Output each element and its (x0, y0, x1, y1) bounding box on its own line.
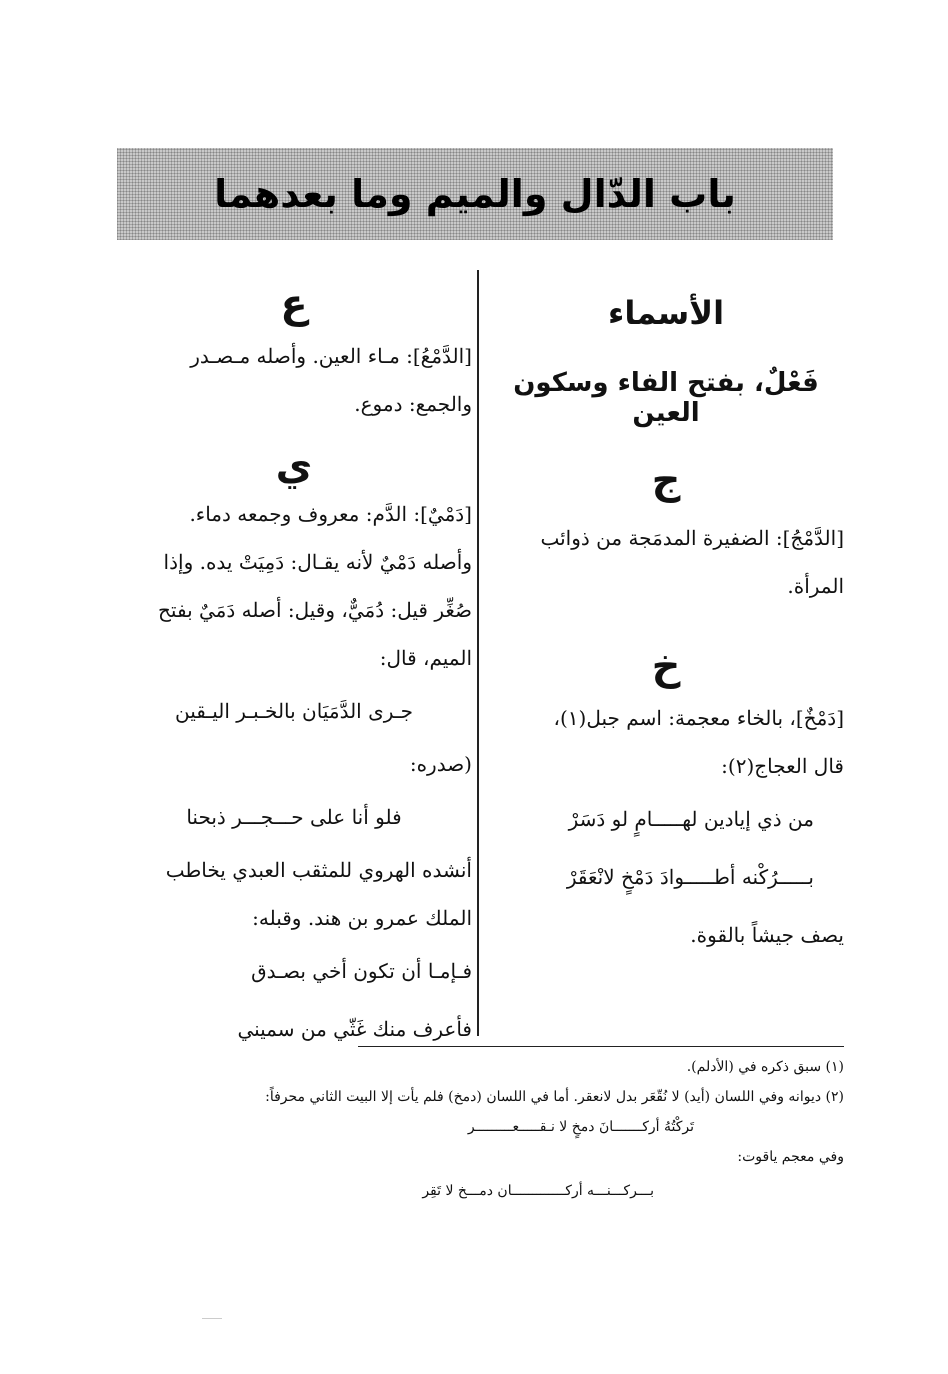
entry-line: وأصله دَمْيٌ لأنه يقـال: دَمِيَتْ يده. وإذا (163, 550, 472, 574)
footnote-1: (١) سبق ذكره في (الأدلم). (686, 1059, 844, 1075)
entry-line: أنشده الهروي للمثقب العبدي يخاطب (165, 858, 472, 882)
letter-kha: خ (651, 643, 681, 689)
scan-mark (202, 1318, 222, 1319)
pattern-subheading: فَعْلٌ، بفتح الفاء وسكون العين (513, 368, 819, 428)
entry-line: [دَمْخٌ]، بالخاء معجمة: اسم جبل(١)، (553, 706, 844, 730)
footnote-line: وفي معجم ياقوت: (737, 1149, 844, 1165)
entry-line: قال العجاج(٢): (721, 754, 844, 778)
verse-line: فلو أنا على حـــجـــر ذبحنا (186, 805, 402, 829)
letter-ayn: ع (280, 281, 308, 327)
verse-line: فأعرف منك غَثّي من سميني (237, 1017, 472, 1041)
section-heading: الأسماء (607, 294, 725, 332)
verse-line: بـــــرُكْنه أطـــــوادَ دَمْخٍ لانْعَقَرْ (566, 865, 814, 889)
entry-line: [الدَّمْجُ]: الضفيرة المدمَجة من ذوائب (540, 526, 844, 550)
verse-line: جـرى الدَّمَيَان بالخـبـر اليـقين (174, 699, 414, 723)
right-column (488, 276, 844, 964)
entry-line: الميم، قال: (379, 646, 472, 670)
chapter-banner (117, 148, 833, 240)
footnotes (150, 1052, 844, 1206)
letter-jim: ج (651, 457, 681, 503)
entry-line: صُغِّر قيل: دُمَيٌّ، وقيل: أصله دَمَيٌ بفتح (158, 598, 472, 622)
chapter-title: باب الدّال والميم وما بعدهما (214, 172, 736, 216)
entry-line: [دَمْيٌ]: الدَّم: معروف وجمعه دماء. (189, 502, 472, 526)
letter-ya: ي (275, 443, 313, 489)
column-divider (477, 270, 479, 1036)
footnote-verse: تَركْتُهُ أركـــــــانَ دمخٍ لا نـقـــــعـــــــــر (467, 1119, 694, 1135)
left-column (116, 276, 472, 1058)
verse-line: فـإمـا أن تكون أخي بصـدق (251, 959, 472, 983)
entry-line: يصف جيشاً بالقوة. (690, 923, 844, 947)
entry-line: [الدَّمْعُ]: مـاء العين. وأصله مـصـدر (190, 344, 472, 368)
entry-line: المرأة. (787, 574, 844, 598)
footnote-verse: بـــركـــنـــه أركـــــــــــــان دمـــخ لا تَقِر (422, 1183, 654, 1199)
entry-line: (صدره: (409, 752, 472, 776)
footnote-2: (٢) ديوانه وفي اللسان (أيد) لا نُقّعَر بدل لانعقر. أما في اللسان (دمخ) فلم يأت إلا البيت الثاني محرفاً: (265, 1089, 844, 1105)
verse-line: من ذي إيادين لهـــــامٍ لو دَسَرْ (568, 807, 814, 831)
entry-line: الملك عمرو بن هند. وقبله: (252, 906, 472, 930)
footnote-rule (358, 1046, 844, 1047)
entry-line: والجمع: دموع. (354, 392, 472, 416)
